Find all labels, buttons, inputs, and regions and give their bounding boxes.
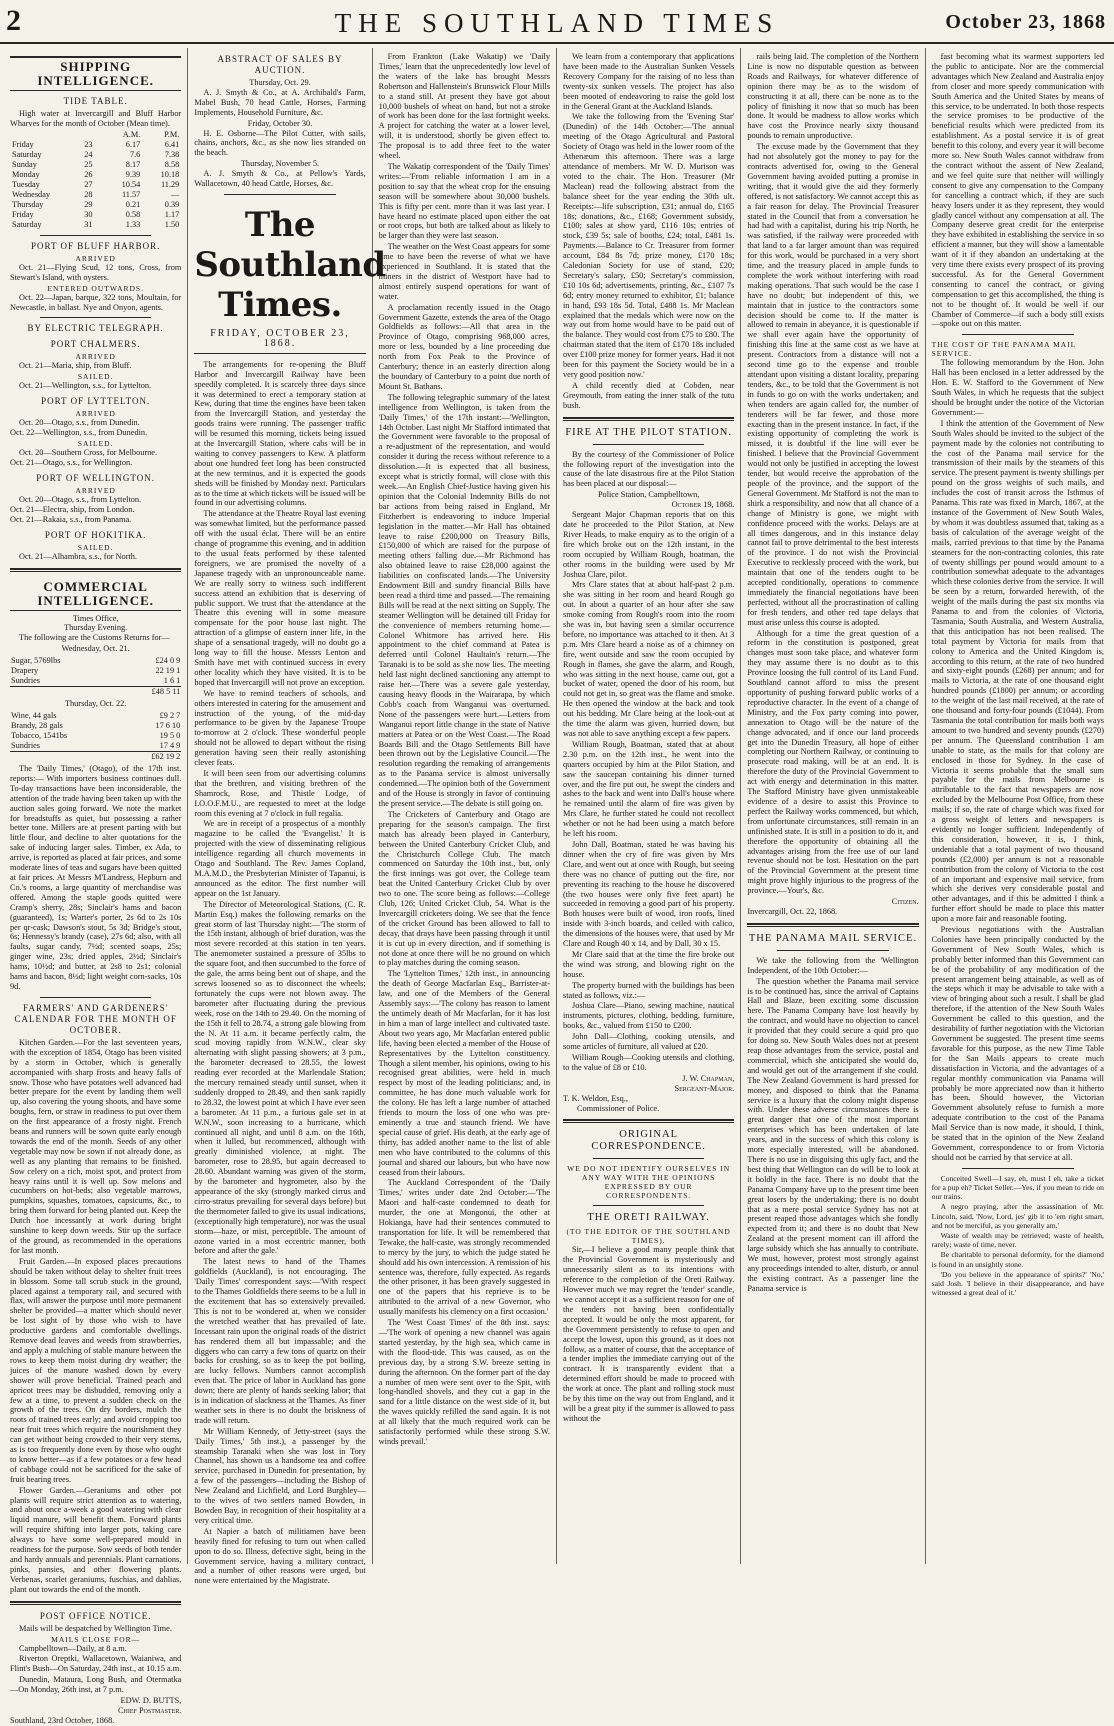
- column-1: [4, 48, 188, 1725]
- editorial-paragraph: At Napier a batch of militiamen have been heavily fined for refusing to turn out when called upon to do so. Illness, defective sight, being in the Government service, having a military contract, and a number of other reasons were urged, but none were entertained by the Magistrate.: [194, 1526, 366, 1586]
- tide-row: [10, 210, 181, 220]
- post-close-heading: MAILS CLOSE FOR—: [51, 1634, 141, 1644]
- divider: [40, 997, 151, 998]
- fire-paragraph: Mr Clare said that at the time the fire broke out the wind was strong, and blowing right on the house.: [562, 949, 735, 979]
- tide-cell: Monday: [12, 169, 40, 179]
- editorial-paragraph: It will been seen from our advertising columns that the brethren, and visiting brethren of the Shamrock, Rose, and Thistle Lodge, of I.O.O.F.M.U., are requested to meet at the lodge room this evening at 7 o'clock in full regalia.: [194, 768, 366, 818]
- port-arrived-text: Oct. 21—Maria, ship, from Bluff.: [19, 361, 132, 371]
- miscellany-item: A negro praying, after the assassination of Mr. Lincoln, said, 'Now, Lord, jes' gib it to 'em right smart, and not be merciful, as you generally am.': [931, 1202, 1104, 1230]
- tide-cell: 31: [84, 219, 93, 229]
- bluff-heading: PORT OF BLUFF HARBOR.: [31, 240, 161, 251]
- tide-cell: 6.17: [125, 139, 141, 149]
- tide-row: [10, 140, 181, 150]
- fire-report: [563, 510, 734, 1073]
- customs-item: Sundries: [11, 741, 41, 751]
- farmers-heading: FARMERS' AND GARDENERS' CALENDAR FOR THE MONTH OF OCTOBER.: [14, 1002, 177, 1035]
- miscellany-item: Be charitable to personal deformity, for the diamond is found in an unsightly stone.: [931, 1250, 1104, 1269]
- divider: [40, 235, 151, 236]
- customs-total-row: [10, 752, 181, 763]
- port-arrived-text: Oct. 20—Otago, s.s., from Lyttelton. Oct. 21—Electra, ship, from London. Oct. 21—Rakaia, s.s., from Panama.: [10, 494, 142, 524]
- fire-signer-title: Sergeant-Major.: [674, 1083, 735, 1093]
- fire-paragraph: The property burned with the buildings has been stated as follows, viz.:—: [562, 980, 735, 1000]
- tide-cell: Friday: [12, 139, 34, 149]
- column-3: [373, 48, 557, 1564]
- auction-list: [194, 78, 365, 189]
- port-heading: PORT OF LYTTELTON.: [41, 396, 151, 407]
- tide-cell: 23: [84, 139, 93, 149]
- customs-date-2: Thursday, Oct. 22.: [64, 699, 127, 709]
- telegraph-heading: BY ELECTRIC TELEGRAPH.: [27, 323, 164, 334]
- farmers-fruit: Fruit Garden.—In exposed places precautions should be taken without delay to shelter fruit trees in blossom. Some tall scrub stuck in the ground, placed against a temporary rail, and secured with flax, will answer the purpose until more permanent shelter be provided—a matter which should never be lost sight of by those who wish to have productive gardens and comfortable dwellings. Remove dead leaves and weeds from strawberries, and apply a mulching of stable manure between the rows to keep them moist during dry weather; the juices of the manure washed down by every shower will prove beneficial. Trained peach and apricot trees may be disbudded, removing only a few at a time, to prevent a sudden check on the growth of the trees. On dry borders, mulch the roots of trained trees early; and avoid cropping too near fruit trees which require the nourishment they can get without being crowded to their very stems, as is too frequently done even by those who ought to know better—as if a few potatoes or a few head of cabbage could not be sacrificed for the sake of fruit bearing trees.: [10, 1256, 182, 1484]
- oreti-letter: Sir,—I believe a good many people think that the Provincial Government is mysteriously and unnecessarily silent as to its intentions with reference to the completion of the Oreti Railway. However much we may regret the 'tender' scandle, we cannot accept it as a sufficient reason for one of the tenders not having been confidentially accepted. It would be only the most apparent, for the Government persistently to refuse to open and accept the lowest, upon this ground, as it does not follow, as a matter of course, that the acceptance of a tender implies the immediate carrying out of the contract. It is transparently evident that a determined effort should be made to proceed with the work at once. The plant and rolling stock must be by this time on the way out from England, and it will be a great pity if the summer is allowed to pass without the: [562, 1245, 735, 1423]
- fire-place: Police Station, Campbelltown,: [597, 490, 700, 500]
- panama-heading: THE PANAMA MAIL SERVICE.: [748, 932, 918, 944]
- tide-col-day: [10, 130, 82, 140]
- news-paragraph: The Auckland Correspondent of the 'Daily Times,' writes under date 2nd October:—'The Maori and half-caste condemned to death for murder, the one at Mongonui, the other at Hokianga, have had their sentences commuted to transportation for life. It will be remembered that Tewake, the half-caste, was strongly recommended to mercy by the jury, to which the judge stated he should add his own intercession. A remission of his sentence was, therefore, fully expected. As regards the other prisoner, it has been gravely suggested in one of the papers that his reprieve is to be attributed to the arrival of a new Governor, who usually manifests his clemency on a first occasion.': [378, 1178, 550, 1317]
- customs-row: [10, 741, 181, 752]
- port-sailed-label: SAILED.: [77, 372, 114, 382]
- tide-cell: Saturday: [12, 219, 42, 229]
- customs-row: [10, 721, 181, 731]
- fire-signer: J. W. Chapman,: [682, 1073, 735, 1083]
- editorial-dateline: FRIDAY, OCTOBER 23, 1868.: [194, 329, 365, 354]
- divider: [962, 334, 1074, 335]
- tide-cell: 1.50: [164, 219, 180, 229]
- news-paragraph: A child recently died at Cobden, near Greymouth, from eating the inner stalk of the tutu bush.: [562, 380, 735, 410]
- tide-table: [10, 130, 181, 230]
- miscellany-item: Conceited Swell—I say, eh, must I eh, take a ticket for a pup eh? Ticket Seller.—Yes, if you mean to ride on our trains.: [931, 1173, 1104, 1202]
- tide-cell: 11.29: [160, 179, 180, 189]
- post-intro: Mails will be despatched by Wellington Time.: [19, 1623, 172, 1633]
- auction-day: Friday, October 30.: [247, 118, 313, 128]
- news-paragraph: The Wakatip correspondent of the 'Daily Times' writes:—'From reliable information I am in a position to say that the wheat crop for the ensuing season will be somewhere about 30,000 bushels. This is fifty per cent. more than it was last year. I have heard no estimate placed upon either the oat or root crops, but both are talked about as likely to be larger than they were last season.: [378, 161, 550, 241]
- news-paragraph: The weather on the West Coast appears for some time to have been the reverse of what we have experienced in Southland. It is stated that the miners in the district of Westport have had to almost entirely suspend operations for want of water.: [378, 242, 550, 301]
- tide-cell: 7.6: [129, 149, 141, 159]
- tide-row: [10, 190, 181, 200]
- page-header: [0, 0, 1114, 44]
- customs-amount: 17 4 9: [159, 741, 181, 751]
- panama-paragraph: fast becoming what its warmest supporters led the public to anticipate. Nor are the commercial advantages which New Zealand and Australia enjoy from closer and more speedy communication with South America and the United States by means of this service, to be underrated. In both those respects the service promises to be productive of the beneficial results which were predicted from its establishment. As a postal service it is of great benefit to this colony, and every year it will become more so. New South Wales cannot withdraw from the contract without the assent of New Zealand, and we feel quite sure that neither will willingly consent to give any compensation to the Company for cancelling a contract which, if they are such heavy losers under it as they represent, they would gladly cancel without any compensation at all. The Company deserve great credit for the enterprise they have exhibited in establishing the service in so efficient a manner, but they will show a lamentable want of it if they abandon an undertaking at the very time there exists every prospect of its proving successful. As for the General Government consenting to cancel the contract, or giving compensation to get this accomplished, the thing is not to be thought of. It would be well if our Chamber of Commerce—if such a body still exists—spoke out on this matter.: [931, 52, 1104, 329]
- double-rule: [563, 1119, 734, 1123]
- post-signer: EDW. D. BUTTS,: [120, 1696, 182, 1706]
- post-heading: POST OFFICE NOTICE.: [39, 1610, 152, 1621]
- panama-paragraph: We take the following from the 'Wellington Independent, of the 10th October:—: [747, 955, 919, 975]
- customs-item: Wine, 44 gals: [11, 711, 57, 721]
- citizen-signature: Citizen.: [891, 897, 919, 907]
- shipping-heading: SHIPPING INTELLIGENCE.: [10, 56, 181, 91]
- editorial-paragraph: We are in receipt of a prospectus of a monthly magazine to be called the 'Evangelist.' It is projected with the view of disseminating religious intelligence regarding all church movements in Otago and Southland. The Rev. James Copland, M.A.M.D., the Presbyterian Minister of Tapanui, is announced as the editor. The first number will appear on the 1st January.: [194, 819, 366, 898]
- auction-heading: ABSTRACT OF SALES BY AUCTION.: [217, 54, 343, 75]
- customs-amount: 1 6 1: [163, 676, 181, 686]
- farmers-flower: Flower Garden.—Geraniums and other pot plants will require strict attention as to watering, and about once a-week a good watering with clear liquid manure, will benefit them. Forward plants will require shifting into larger pots, taking care always to have some well-prepared mould in readiness for the purpose. Sow seeds of both tender and hardy annuals and perennials. Plant carnations, pinks, pansies, and other flowering plants. Verbenas, scarlet geraniums, fuschias, and dahlias, plant out towards the end of the month.: [10, 1485, 182, 1594]
- tide-cell: Friday: [12, 209, 34, 219]
- customs-total: £48 5 11: [117, 687, 181, 698]
- auction-entry: H. E. Osborne—The Pilot Cutter, with sails, chains, anchors, &c., as she now lies stranded on the beach.: [194, 128, 366, 158]
- news-paragraph: The 'West Coast Times' of the 8th inst. says:—'The work of opening a new channel was again started yesterday, by the high sea, which came in with the flood-tide. This was caused, as on the previous day, by a strong S.W. breeze setting in during the afternoon. On the former part of the day a number of men were sent over to the Spit, with long-handled shovels, and they cut a gap in the sand for a little distance on the west side of it, but the waves quickly refilled the sand again. It is not at all likely that the much required work can be satisfactorily performed while these strong S.W. winds prevail.': [378, 1318, 550, 1446]
- editorial-paragraph: The Director of Meteorological Stations, (C. R. Martin Esq.) makes the following remarks on the great storm of last Thursday night:—'The storm of the 15th instant, although of brief duration, was the most severe recorded at this station in ten years. The anemometer sustained a pressure of 35lbs to the square foot, and then succumbed to the force of the gale, the arms being bent out of shape, and the screws loosened so as to disconnect the wheels; fortunately the cups were not blown away. The barometer after fluctuating during the previous week, rose on the 14th to 29.40. On the morning of the 15th it fell to 28.74, a strong gale blowing from the N. At 11 a.m. it became perfectly calm, the scud moving rapidly from W.N.W., clear sky alternating with slight passing showers; at 3 p.m., the barometer decreased to 28.55, the lowest reading ever recorded at the Marlendale Station; the mercury remained steady until sunset, when it suddenly dropped to 28.49, and then sank rapidly to 28.32, the lowest point at which I have ever seen a barometer. At 11 p.m., a furious gale set in at W.N.W., soon increasing to a hurricane, which continued all night, and until 8 a.m. on the 16th, when it lulled, but recommenced, although with greatly diminished violence, at night. The barometer, rose to 28.95, but again decreased to 28.60. Abundant warning was given of the storm, by the barometer and hygrometer, also by the appearance of the sky (strongly marked cirrus and cirro-stratus prevailing for several days before) but the thermometer failed to give its usual indications, (exceptionally high temperature), nor was the usual storm—haze, or mist, perceptible. The amount of ozone varied in a most eccentric manner, both before and after the gale.': [194, 899, 366, 1256]
- page-date: October 23, 1868: [945, 11, 1106, 33]
- oreti-to-editor: (TO THE EDITOR OF THE SOUTHLAND TIMES).: [566, 1227, 731, 1246]
- port-heading: PORT OF WELLINGTON.: [36, 472, 156, 483]
- tide-row: [10, 220, 181, 230]
- fire-paragraph: John Dall, Boatman, stated he was having his dinner when the cry of fire was given by Mrs Clare, and went out at once with Rough, but seeing there was no chance of putting out the fire, nor preventing its reaching to the house he discovered (the two houses were only five feet apart) he succeeded in removing a good part of his property. Both houses were built of wood, iron roofs, lined inside with 3-inch boards, and ceiled with calico, the dimensions of the houses were, that used by Mr Clare and Rough 40 x 14, and by Dall, 30 x 15.: [562, 839, 735, 949]
- tide-row: [10, 150, 181, 160]
- panama-article-continued: [932, 52, 1104, 329]
- column-2: [188, 48, 386, 1586]
- customs-total-label: [10, 687, 117, 698]
- news-paragraphs: [563, 52, 734, 411]
- tide-table-heading: TIDE TABLE.: [63, 96, 128, 106]
- editorial-paragraph: We have to remind teachers of schools, and others interested in catering for the amusement and instruction of the young, of the mid-day performance to be given by the Japanese Troupe to-morrow at 2 o'clock. These wonderful people should not be allowed to depart without the rising generation having seen their really astonishing clever feats.: [194, 688, 366, 768]
- customs-amount: £9 2 7: [159, 711, 181, 721]
- port-sailed-label: SAILED.: [77, 439, 114, 449]
- tide-cell: Saturday: [12, 149, 42, 159]
- port-arrived-label: ARRIVED: [75, 485, 116, 495]
- auction-entry: A. J. Smyth & Co., at A. Archibald's Farm, Mabel Bush, 70 head Cattle, Horses, Farming Implements, Household Furniture, &c.: [194, 87, 366, 117]
- tide-cell: 0.58: [125, 209, 141, 219]
- editorial-paragraph: The attendance at the Theatre Royal last evening was somewhat limited, but the performance passed off with the usual éclat. There will be an entire change of programme this evening, and in addition to the usual feats performed by these talented foreigners, we are promised the novelty of a Japanese tragedy with an unpronounceable name. We are really sorry to witness such indifferent success attend an exhibition that is deserving of public support. We trust that the attendance at the Theatre this evening will in some measure compensate for the poor house last night. The attraction of a glimpse of eastern inner life, in the shape of a sensational tragedy, will no doubt go a long way to fill the house. Messrs Lenton and Smith have met with continued success in every other locality which they have visited. It is to be hoped that Invercargill will not prove an exception.: [194, 509, 366, 687]
- miscellany: [932, 1174, 1104, 1298]
- customs-amount: 19 5 0: [159, 731, 181, 741]
- tide-cell: 10.18: [160, 169, 180, 179]
- bluff-arrived-label: ARRIVED: [75, 253, 116, 263]
- customs-item: Drapery: [11, 666, 39, 676]
- news-paragraph: We take the following from the 'Evening Star' (Dunedin) of the 14th October:—'The annual meeting of the Otago Agricultural and Pastoral Society of Otago was held in the lower room of the Athenæum this afternoon. There was a large attendance of members. Mr W. D. Murison was voted to the chair. The Hon. Treasurer (Mr Maclean) read the following abstract from the balance sheet for the year ending the 30th ult. Receipts:—life subscription, £31; annual do, £165 18s; donations, &c., £168; Government subsidy, £100; sales at show yard, £116 10s; entries of stock, £39 5s; sale of booths, £24; total, £481 1s. Payments.—Balance to Cr. Treasurer from former account, £84 8s 7d; prize money, £170 18s; Caledonian Society for use of stand, £20; Secretary's salary, £50; Secretary's commission, £10 10s 6d; advertisements, printing, &c., £107 7s 6d; entry money returned to exhibitor, £1; balance in hand, £93 18s 5d. Total, £488 1s. Mr Maclean explained that the medals which were now on the way out from home would have to be paid out of the balance. They would cost from £75 to £80. The chairman stated that the item of £170 18s included over £100 prize money for former years. Had it not been for this payment the Society would be in a very good position now.': [562, 112, 735, 379]
- customs-total: £62 19 2: [122, 752, 182, 763]
- bluff-arrived-text: Oct. 21—Flying Scud, 12 tons, Cross, from Stewart's Island, with oysters.: [10, 262, 182, 282]
- tide-row: [10, 160, 181, 170]
- tide-row: [10, 200, 181, 210]
- letter-paragraph: rails being laid. The completion of the Northern Line is now no disputable question as between Roads and Railways, for whatever difference of opinion there may be as to the wisdom of constructing it at all, there can be none as to the policy of finishing it now that so much has been done. It would be madness to allow works which have cost the Province nearly sixty thousand pounds to remain unproductive.: [747, 52, 919, 141]
- tide-cell: 6.41: [164, 139, 180, 149]
- correspondence-heading: ORIGINAL CORRESPONDENCE.: [591, 1129, 706, 1153]
- divider: [224, 194, 335, 195]
- cost-paragraph: The following memorandum by the Hon. John Hall has been enclosed in a letter addressed by the Hon. E. W. Stafford to the Government of New South Wales, in which he requests that the subject should be brought under the notice of the Victorian Government:—: [931, 358, 1104, 417]
- editorial-paragraph: Mr William Kennedy, of Jetty-street (says the 'Daily Times,' 5th inst.), a passenger by the steamship Taranaki when she was lost in Tory Channel, has shown us a handsome tea and coffee service, purchased in Dunedin for presentation, by a few of the passengers—including the Bishop of New Zealand and Lichfield, and Lord Burghley—to the wives of two settlers named Bowden, in Bowden Bay, in recognition of their hospitality at a very critical time.: [194, 1426, 366, 1525]
- tide-cell: 11.57: [121, 189, 141, 199]
- cost-heading: THE COST OF THE PANAMA MAIL SERVICE.: [931, 340, 1076, 359]
- port-sailed-label: SAILED.: [77, 542, 114, 552]
- news-paragraph: From Frankton (Lake Wakatip) we 'Daily Times,' learn that the unprecedentedly low level of the waters of the lake has brought Messrs Robertson and Hallenstein's Brunswick Flour Mills to a stand still. At present they have got about 10,000 bushels of wheat on hand, but not a stroke of work has been done for the last fortnight weeks. A project for catching the water at a lower level, will, it is understood, shortly be given effect to. The proposal is to add three feet to the water wheel.: [378, 52, 550, 161]
- news-paragraph: The following telegraphic summary of the latest intelligence from Wellington, is taken from the 'Daily Times,' of the 17th instant:—'Wellington, 14th October. Last night Mr Stafford intimated that the Government were favorable to the proposal of a re-adjustment of the representation, and would consider it during the recess without reference to a dissolution.—It is expected that all business, except what is strictly formal, will close with this week.—An English Chief-Justice having given his opinion that the Colonial Indemnity Bills do not bar actions from being raised in England, Mr Fitzherbert is endeavoring to induce Imperial legislation in the matter.—Mr Hall has obtained leave to raise £200,000 on Treasury Bills, £150,000 of which are raised for the purpose of meeting others falling due.—Mr Richmond has also obtained leave to raise £28,000 against the liabilities on confiscated lands.—The University Endowment Bill and sundry financial Bills have been read a third time and passed.—The remaining Bills will be read at the next sitting on Supply. The steamer Wellington will be detained till Friday for the convenience of members returning home.—Colonel Whitmore has arrived here. His appointment to the chief command at Patea is deferred until Colonel Haultain's return.—The Taranaki is to be sold as she now lies. The meeting held last night declined sanctioning any attempt to raise her.—There was a severe gale yesterday, causing heavy floods in the Wairarapa, by which Cobb's coach from Wanganui was overturned. None of the passengers were hurt.—Letters from Wanganui report little change in the state of Native matters at Patea or on the West Coast.—The Road Boards Bill and the Otago Settlements Bill have been thrown out by the Legislative Council.—The resolution regarding the remaking of arrangements as to the Panama service is almost universally condemned.—The opinion both of the Government and of the House is strongly in favor of continuing the present service.—The debate is still going on.: [378, 392, 550, 808]
- cost-paragraph: Previous negotiations with the Australian Colonies have been principally conducted by the Government of New South Wales, which is probably better informed than this Government can be of the probability of any modification of the present arrangement being attainable, as well as of the steps which it may be advisable to take with a view of bringing about such a result. I shall be glad therefore, if the attention of the New South Wales Government be called to this question, and the desirability of further negotiation with the Victorian Government be suggested. The present time seems favorable for this purpose, as the new Time Table for the San Mails appears to create much dissatisfaction in Victoria, and the advantages of a regular monthly communication via Panama will probably be more appreciated now than it hitherto has been. Should however, the Victorian Government absolutely refuse to furnish a more adequate contribution to the cost of the Panama Mail Service than is now made, it should, I think, be stated that in the opinion of the New Zealand Government, correspondence to or from Victoria should not be carried by that service at all.: [931, 925, 1104, 1162]
- news-paragraph: A proclamation recently issued in the Otago Government Gazette, extends the area of the Otago Goldfields as follows:—All that area in the Province of Otago, comprising 968,000 acres, more or less, bounded by a line proceeding due north from Fox Peak to the Province of Canterbury; thence in an easterly direction along the boundary of Canterbury to a point due north of Mount St. Bathans.: [378, 302, 550, 391]
- customs-item: Brandy, 28 gals: [11, 721, 63, 731]
- panama-article: [747, 956, 918, 1294]
- tide-cell: 29: [84, 199, 93, 209]
- customs-table-2: [10, 711, 181, 762]
- auction-entry: A. J. Smyth & Co., at Pellow's Yards, Wallacetown, 40 head Cattle, Horses, &c.: [194, 169, 366, 189]
- tide-cell: 8.58: [164, 159, 180, 169]
- customs-row: [10, 711, 181, 721]
- tide-cell: 30: [84, 209, 93, 219]
- tide-cell: 10.54: [121, 179, 141, 189]
- tide-cell: 0.21: [125, 199, 141, 209]
- tide-cell: 9.39: [125, 169, 141, 179]
- customs-item: Tobacco, 1541bs: [11, 731, 68, 741]
- port-sailed-text: Oct. 21—Alhambra, s.s., for North.: [19, 551, 137, 561]
- tide-cell: 8.17: [125, 159, 141, 169]
- port-arrived-label: ARRIVED: [75, 352, 116, 362]
- column-container: [4, 48, 1110, 1725]
- tide-cell: 27: [84, 179, 93, 189]
- customs-total-row: [10, 687, 181, 698]
- column-5: [741, 48, 925, 1564]
- tide-cell: 1.33: [125, 219, 141, 229]
- customs-row: [10, 656, 181, 666]
- fire-date: October 19, 1868.: [671, 500, 735, 510]
- commercial-intro: The following are the Customs Returns for—: [19, 633, 170, 643]
- fire-intro: By the courtesy of the Commissioner of Police the following report of the investigation into the cause of the late disastrous fire at the Pilot Station has been placed at our disposal:—: [562, 449, 735, 489]
- post-signer-title: Chief Postmaster.: [118, 1705, 182, 1715]
- oreti-heading: THE ORETI RAILWAY.: [587, 1212, 710, 1224]
- tide-row: [10, 170, 181, 180]
- double-rule: [563, 417, 734, 421]
- divider: [593, 444, 704, 445]
- customs-row: [10, 731, 181, 741]
- news-paragraph: The 'Lyttelton Times,' 12th inst., in announcing the death of George Macfarlan Esq., Barrister-at-law, and one of the Members of the General Assembly says:—'The colony has reason to lament the untimely death of Mr Macfarlan, for it has lost in him a man of large intellect and cultivated taste. About two years ago, Mr Macfarlan entered public life, having been elected a member of the House of Representatives by the Lyttelton constituency. Though a silent member, his opinions, owing to his recognised great abilities, were held in much respect by most of the leading politicians; and, in committee, he has done much valuable work for the colony. He has left a large number of attached friends to mourn the loss of one who was pre-eminently a true and staunch friend. We have special cause of grief. His death, at the early age of thirty, has added another name to the list of able men who have contributed to the columns of this journal and shared our labours, but who have now ceased from their labours.: [378, 969, 550, 1177]
- oreti-letter-continued: [747, 52, 918, 896]
- fire-paragraph: Mrs Clare states that at about half-past 2 p.m. she was sitting in her room and heard Rough go out. In about a quarter of an hour after she saw smoke coming from Rough's room into the room she was in, but having seen a similar occurrence before, no importance was attached to it then. At 3 p.m. Mrs Clare heard a noise as of a chimney on fire, went outside and saw the room occupied by Rough in flames, she gave the alarm, and Rough, who was sitting in the next house, came out, got a bucket of water, opened the door of his room, but could not get in, so great was the flame and smoke. He then opened the window at the back and took out his bedding. Mr Clare being at the look-out at the time the alarm was given, hurried down, but was not able to save anything except a few papers.: [562, 580, 735, 738]
- tide-col-date: [82, 130, 103, 140]
- tide-cell: 24: [84, 149, 93, 159]
- double-rule: [10, 1601, 181, 1605]
- post-item: Dunedin, Mataura, Long Bush, and Otermatka—On Monday, 26th inst, at 7 p.m.: [10, 1675, 182, 1695]
- divider: [777, 950, 888, 951]
- fire-recipient-title: Commissioner of Police.: [576, 1103, 660, 1113]
- tide-cell: —: [171, 189, 180, 199]
- cost-paragraph: I think the attention of the Government of New South Wales should be invited to the subject of the payment made by the colonies not contributing to the cost of the Panama mail service for the transmission of their mails by the steamers of this service. The present payment is twenty shillings per pound on the gross weights of such mails, and includes the cost of transit across the Isthmus of Panama. This rate was fixed in March, 1867, at the instance of the Government of New South Wales, by whom it was doubtless assumed that, taking as a basis of calculation of the average weight of the mails, carried previous to that time by the Panama steamers for the non-contracting colonies, this rate of twenty shillings per pound would amount to a contribution somewhat adequate to the advantages which these colonies derive from the service. It will be seen by a return, forwarded herewith, of the weight of the mails during the past six months via Panama to and from the colonies of Victoria, Tasmania, South Australia, and Western Australia, that this anticipation has not been realised. The total payment by Victoria for mails from that colony to America and the United Kingdom is, according to this return, at the rate of two hundred and sixty-eight pounds (£268) per annum; and for mails to Victoria, at the rate of one thousand eight hundred pounds (£1800) per annum; or according to the weight of the last mail received, at the rate of one thousand and forty-four pounds (£1044). From Tasmania the total contribution for mails both ways amount to two hundred and seventy pounds (£270) per annum. The Queensland contribution I am unable to state, as the mails for that colony are enclosed in those for Sydney. In the case of Victoria it seems probable that the small sum payable for the mails from Melbourne is attributable to the fact that newspapers are now excluded by the Melbourne Post Office, from these mails; if so, the rate of charge which was fixed for a gross weight of letters and newspapers is evidently no longer sufficient. Independently of this consideration, however, it is, I think, undeniable that a total payment of two thousand pounds (£2,000) per annum is not a reasonable contribution from the colony of Victoria to the cost of an important and expensive mail service, from which she derives very considerable postal and other advantages, and if this be admitted I think a further effort should be made to place this matter upon a more fair and reasonable footing.: [931, 418, 1104, 924]
- double-rule: [747, 923, 918, 927]
- miscellany-item: 'Do you believe in the appearance of spirits?' 'No,' said Josh. 'I believe in their disappearance, and have witnessed a great deal of it.': [931, 1269, 1104, 1298]
- port-heading: PORT OF HOKITIKA.: [44, 529, 147, 540]
- tide-row: [10, 180, 181, 190]
- tide-cell: Sunday: [12, 159, 37, 169]
- fire-recipient: T. K. Weldon, Esq.,: [562, 1093, 628, 1103]
- tide-cell: 7.38: [164, 149, 180, 159]
- fire-paragraph: John Dall—Clothing, cooking utensils, and some articles of furniture, all valued at £20.: [562, 1032, 735, 1052]
- port-arrived-text: Oct. 20—Otago, s.s., from Dunedin. Oct. 22—Wellington, s.s., from Dunedin.: [10, 418, 148, 438]
- ports-list: [10, 339, 181, 561]
- commercial-heading: COMMERCIAL INTELLIGENCE.: [10, 578, 181, 611]
- customs-amount: £24 0 9: [155, 656, 181, 666]
- tide-cell: 28: [84, 189, 93, 199]
- page-number: 2: [6, 4, 21, 37]
- customs-item: Sundries: [11, 676, 41, 686]
- customs-amount: 22 19 1: [155, 666, 181, 676]
- divider: [593, 1205, 704, 1206]
- customs-row: [10, 676, 181, 687]
- post-item: Campbelltown—Daily, at 8 a.m.: [19, 1643, 127, 1653]
- port-sailed-text: Oct. 20—Southern Cross, for Melbourne. Oct. 21—Otago, s.s., for Wellington.: [10, 448, 158, 467]
- commercial-day: Thursday Evening.: [64, 623, 128, 633]
- bluff-entered-text: Oct. 22—Japan, barque, 322 tons, Moultain, for Newcastle, in ballast. Nye and Onyon, agents.: [10, 292, 182, 312]
- customs-amount: 17 6 10: [155, 721, 181, 731]
- newspaper-flag: The Southland Times.: [194, 204, 386, 325]
- customs-table-1: [10, 656, 181, 697]
- tide-col-am: A.M.: [122, 129, 141, 139]
- column-6: [926, 48, 1110, 1564]
- page-running-title: THE SOUTHLAND TIMES: [334, 8, 780, 38]
- fire-heading: FIRE AT THE PILOT STATION.: [565, 426, 732, 438]
- tide-cell: 1.17: [164, 209, 180, 219]
- tide-cell: 25: [84, 159, 93, 169]
- divider: [962, 1168, 1074, 1169]
- editorial-paragraph: The latest news to hand of the Thames goldfields (Auckland), is not encouraging. The 'Daily Times' correspondent says:—'With respect to the Thames Goldfields there seems to be a lull in the excitement that has so extensively prevailed. This is not to be wondered at, when we consider the wretched weather that has prevailed of late. Incessant rain upon the original roads of the district has rendered them all but impassable; and the diggers who can carry a few tons of quartz on their backs for crushing, so as to keep the pot boiling, are lucky fellows. Numbers cannot accomplish even that. The price of labor in Auckland has gone down; there are plenty of hands seeking labor; that is in indication of slackness at the Thames. As finer weather sets in there is no doubt the briskness of trade will return.: [194, 1257, 366, 1425]
- fire-paragraph: William Rough—Cooking utensils and clothing, to the value of £8 or £10.: [562, 1053, 735, 1072]
- tide-cell: Wednesday: [12, 189, 51, 199]
- customs-row: [10, 666, 181, 676]
- divider: [593, 1158, 704, 1159]
- panama-paragraph: The question whether the Panama mail service is to be continued has, since the arrival of Captains Hall and Blaze, been exciting some discussion here. The Panama Company have lost heavily by the contract, and would have no objection to cancel it provided that they could secure a quid pro quo for doing so. New South Wales does not at present reap those advantages from the service, postal and commercial, which she anticipated she would do, and would get out of the arrangement if she could. The New Zealand Government is hard pressed for money, and disposed to think that the Panama service is a luxury that the colony might dispense with. Under these adverse circumstances there is great danger that one of the most important enterprises which has been undertaken of late years, and in the success of which this colony is more especially interested, will be abandoned. There is no use in disguising this ugly fact, and the best thing that Wellington can do will be to look at it boldly in the face. There is no doubt that the Panama Company have up to the present time been great losers by the undertaking; there is no doubt that as a mere postal service Sydney has not at present reaped those advantages which she fondly expected from it; and there is no doubt that New Zealand at the present moment can ill afford the large subsidy which she has annually to contribute. We must, however, protest most strongly against any proceedings intended to alter, disturb, or annul the existing contract. As a passenger line the Panama service is: [747, 976, 919, 1293]
- tide-cell: 0.39: [164, 199, 180, 209]
- customs-total-label: [10, 752, 122, 763]
- commercial-report: The 'Daily Times,' (Otago), of the 17th inst. reports:— With importers business continues dull. To-day transactions have been inconsiderable, the attention of the trade having been taken up with the auction sales going forward. We note the market for breadstuffs as quiet, but possessing a rather better tone. Millers are at present parting with but little flour, and decline to alter quotations for the sake of inducing larger sales. Timber, ex Ada, to arrive, is reported as placed at fair prices, and some moderate lines of teas and sugars have been quitted at fair prices. At Messrs M'Landress, Hepburn and Co.'s rooms, a large quantity of merchandise was offered. Among the staple goods quitted were Cramp's sherry, 28s; Sinclair's hams and bacon (guaranteed), 1s; Warter's porter, 2s 6d to 2s 10s per qr-cask; Dawson's stout, 5s 3d; Bridge's stout, 6s; Hennessy's brandy (case), 27s 6d; also, with all faults, sugar candy, 7½d; scented soaps, 25s; ginger wine, 23s; dried apples, 2½d; Sinclair's hams, 10½d; and butter, at 2s8 to 2s1; colonial hams and bacon, 8½d; light weight corn-sacks, 10s 9d.: [10, 764, 182, 991]
- tide-cell: Tuesday: [12, 179, 40, 189]
- tide-intro: High water at Invercargill and Bluff Harbor Wharves for the month of October (Mean time).: [10, 109, 182, 128]
- citizen-date: Invercargill, Oct. 22, 1868.: [747, 906, 838, 916]
- port-heading: PORT CHALMERS.: [50, 339, 141, 350]
- letter-paragraph: Although for a time the great question of a reform in the constitution is postponed, great changes must soon take place, and whatever form they may assume there is no doubt as to this Province loosing the full control of its Land Fund. Southland cannot afford to miss the present opportunity of pushing forward public works of a reproductive character. In the event of a change of Ministry, and the Fox party coming into power, annexation to Otago will be the nature of the change advocated, and if once our land proceeds get into the Dunedin Treasury, all hope of either completing our Northern Railway, or continuing to prosecute road making, will be at an end. It is therefore the duty of the Provincial Government to act with energy and determination in this matter. The Stafford Ministry have given unmistakeable evidence of a desire to assist this Province to perfect the Railway works commenced, but which, from unfortunate circumstances, still remain in an unfinished state. It is still in a position to do it, and therefore the opportunity of obtaining all the advantages arising from the free use of our land revenue should not be lost. Hesitation on the part of the Provincial Government at the present time might prove highly injurious to the progress of the province.—Your's, &c.: [747, 628, 919, 896]
- tide-col-pm: P.M.: [164, 129, 180, 139]
- auction-day: Thursday, November 5.: [240, 159, 320, 169]
- fire-paragraph: William Rough, Boatman, stated that at about 2.30 p.m. on the 12th inst., he went into the quarters occupied by him at the Pilot Station, and saw the saucepan containing his dinner turned over, and the fire put out, he swept the cinders and ashes to the back and went into Dall's house where he remained until the alarm of fire was given by Mrs Clare, he further stated he could not recollect whether or not he had been using a match before he left his room.: [562, 739, 735, 839]
- fire-paragraph: Joshua Clare—Piano, sewing machine, nautical instruments, pictures, clothing, bedding, furniture, books, &c., valued from £150 to £200.: [562, 1001, 735, 1031]
- column-4: [557, 48, 741, 1564]
- customs-item: Sugar, 5769lbs: [11, 656, 61, 666]
- commercial-office: Times Office,: [72, 613, 119, 623]
- post-item: Riverton Oreptki, Wallacetown, Waianiwa, and Flint's Bush—On Saturday, 24th inst., at 10.15 a.m.: [10, 1654, 182, 1674]
- miscellany-item: Waste of wealth may be retrieved; waste of health, rarely; waste of time, never.: [931, 1231, 1104, 1250]
- double-rule: [10, 568, 181, 572]
- farmers-kitchen: Kitchen Garden.—For the last seventeen years, with the exception of 1854, Otago has been visited by a storm in October, which is generally accompanied with sharp frosts and heavy falls of snow. Those who have potatoes well advanced had better prepare for the event by landing them well up, also covering the young shoots, and have some boughs, fern, or straw in readiness to put over them on the first appearance of a frosty night. French beans and runners will be sown quite early enough towards the end of the month. Seeds of any other vegetable may now be sown if not already done, as well as any planting that remains to be finished. Sow celery on a rich, moist spot, and protect from heavy rains until it is well up. Sow melons and cucumbers on hot-beds; also vegetable marrows, pumpkins, squashes, tomatoes, capsicums, &c., to bring them forward for being planted out. Keep the Dutch hoe incessantly at work during bright sunshine to keep down weeds. Stir up the surface of the ground, as recommended in the operations for last month.: [10, 1037, 182, 1255]
- cost-article: [932, 358, 1104, 1162]
- news-paragraphs: [379, 52, 550, 1447]
- fire-paragraph: Sergeant Major Chapman reports that on this date he proceeded to the Pilot Station, at New River Heads, to make enquiry as to the origin of a fire which broke out on the 12th instant, in the room occupied by William Rough, boatman, the other rooms in the building were used by Mr Joshua Clare, pilot.: [562, 510, 735, 579]
- post-date: Southland, 23rd October, 1868.: [10, 1715, 115, 1725]
- news-paragraph: The Cricketers of Canterbury and Otago are preparing for the season's campaign. The first match has already been played in Canterbury, between the United Canterbury Cricket Club, and the Christchurch College Club. The match commenced on Saturday the 10th inst., but, only the first innings was got over, the College team beat the United Canterbury Cricket Club by over two to one. The score being as follows:—College Club, 126; United Cricket Club, 54. What is the Invercargill cricketers doing. We see that the fence of the cricket Ground has been allowed to fall to decay, that drays have been passing through it until it is cut up in every direction, and if something is not done at once there will be no ground on which to play matches during the coming season.: [378, 809, 550, 968]
- correspondence-disclaimer: WE DO NOT IDENTIFY OURSELVES IN ANY WAY WITH THE OPINIONS EXPRESSED BY OUR CORRESPONDENTS.: [567, 1164, 731, 1201]
- tide-cell: Thursday: [12, 199, 44, 209]
- port-sailed-text: Oct. 21—Wellington, s.s., for Lyttelton.: [19, 381, 152, 391]
- customs-date-1: Wednesday, Oct. 21.: [61, 644, 130, 654]
- tide-cell: 26: [84, 169, 93, 179]
- editorial-paragraph: The arrangements for re-opening the Bluff Harbor and Invercargill Railway have been speedily completed. It is scarcely three days since it was determined to erect a temporary station at Kew, during that time the engines have been taken from the Invercargill Station, and yesterday the goods trains were running. The passenger traffic will be resumed this morning, tickets being issued at the Invercargill Station, where cabs will be in waiting to convey passengers to Kew. A platform about one hundred feet long has been constructed at the new terminus, and it is expected the goods sheds will be finished by Monday next. Particulars as to the time at which tickets will be issued will be found in our advertising columns.: [194, 359, 366, 508]
- divider: [40, 317, 151, 318]
- bluff-entered-label: ENTERED OUTWARDS.: [47, 283, 144, 293]
- editorial-body: [194, 360, 365, 1586]
- news-paragraph: We learn from a contemporary that applications have been made to the Australian Sunken Vessels Recovery Company for the raising of no less than twenty-six sunken vessels. The project has also been mooted of endeavoring to raise the gold lost in the General Grant at the Auckland Islands.: [562, 52, 735, 111]
- port-arrived-label: ARRIVED: [75, 409, 116, 419]
- auction-day: Thursday, Oct. 29.: [249, 78, 311, 87]
- letter-paragraph: The excuse made by the Government that they had not absolutely got the money to pay for the contracts advertised for, owing to the General Government having avoided putting a promise in writing, that it would give the aid they formerly offered, is not satisfactory. We cannot accept this as a fair reason for delay. The Provincial Treasurer stated in the Council that from a conversation he had had with a capitalist, during his trip North, he was satisfied, if the railway were proceeded with that land to a far larger amount than was required for this work, would be purchased in a very short time, and the treasury placed in ample funds to complete the work without interfering with road making operations. That such would be the case I have no doubt; but independent of this, we maintain that in justice to the contractors some decision should be come to. If the matter is allowed to remain in abeyance, it is questionable if we shall ever again have the opportunity of finishing this line at the same cost as we have at present. Contractors from a distance will not a second time go to the expense and trouble attendant upon visiting a distant locality, preparing tenders, &c., to be told that the Government is not in funds to go on with the works undertaken; and when tenders are again called for, the number of tenderers will be far fewer, and those more exacting than in the present instance. In fact, if the existing opportunity of completing the work is missed, it is doubtful if the line will ever be finished. I believe that the Provincial Government would not only be justified in accepting the lowest tender, but would receive the approbation of the people of the province, and the support of the General Government. Mr Stafford is not the man to shirk a responsibility, and now that all chance of a change of Ministry is gone, we might with confidence proceed with the works. Delays are at all times dangerous, and in this instance delay cannot fail to prove detrimental to the best interests of the province. I do not wish the Provincial Executive to recklessly proceed with the work, but maintain that one of the tenders ought to be accepted conditionally, operations to commence immediately the financial negotiations have been perfected, without all the procrastination of calling for fresh tenders, and other red tape delays that must arise unless this course is adopted.: [747, 142, 919, 627]
- tide-table-header: [10, 130, 181, 140]
